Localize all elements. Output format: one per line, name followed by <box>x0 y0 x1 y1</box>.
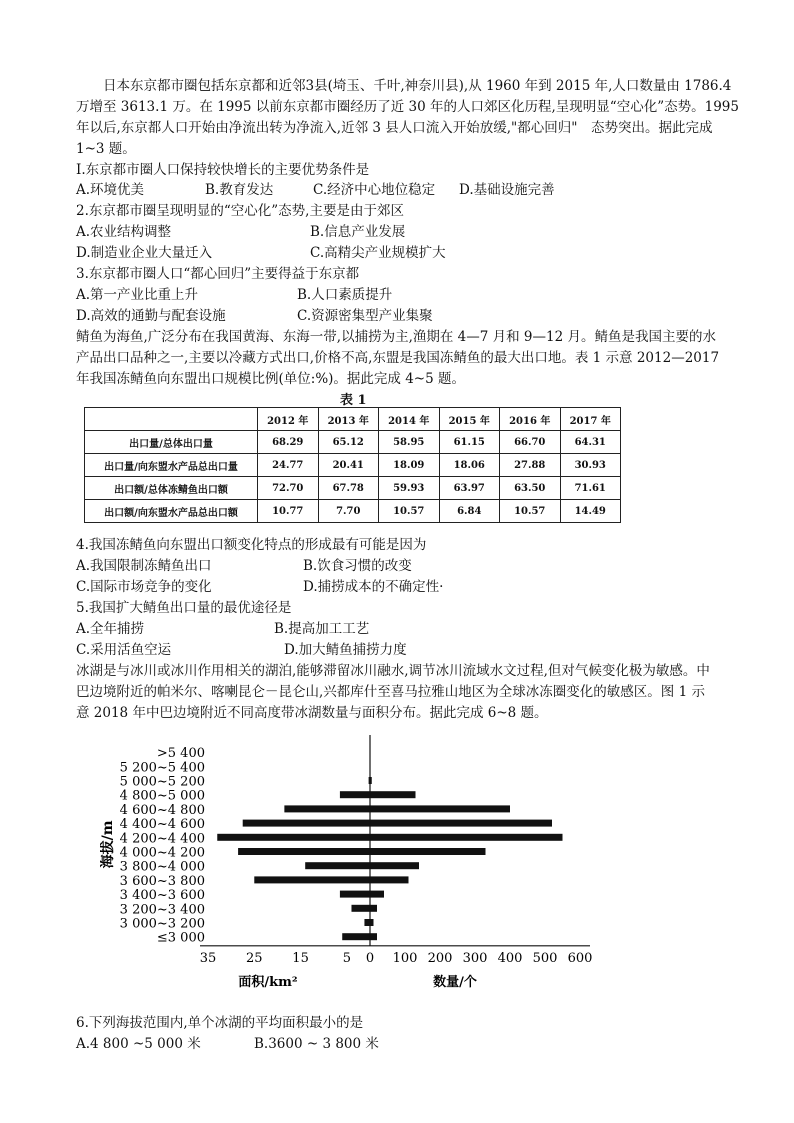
category-label: >5 400 <box>156 746 205 762</box>
right-tick-label: 100 <box>392 950 418 966</box>
count-bar <box>370 805 510 812</box>
question-5-option-b[interactable]: B.提高加工工艺 <box>274 621 370 637</box>
table-header-year: 2013 年 <box>318 408 379 431</box>
y-axis-label: 海拔/m <box>100 820 116 869</box>
category-label: 5 200~5 400 <box>119 760 205 776</box>
question-1-option-a[interactable]: A.环境优美 <box>76 182 145 198</box>
question-4-option-b[interactable]: B.饮食习惯的改变 <box>303 558 412 574</box>
question-5-stem: 5.我国扩大鲭鱼出口量的最优途径是 <box>76 600 292 616</box>
passage-1-line-4: 1~3 题。 <box>76 141 136 157</box>
table-cell: 72.70 <box>258 477 319 500</box>
passage-2-line-1: 鲭鱼为海鱼,广泛分布在我国黄海、东海一带,以捕捞为主,渔期在 4—7 月和 9—12 月。鲭鱼是我国主要的水 <box>76 329 716 345</box>
table-caption: 表 1 <box>340 393 367 408</box>
question-6-option-b[interactable]: B.3600 ~ 3 800 米 <box>254 1036 379 1052</box>
left-axis-title: 面积/km² <box>238 974 298 990</box>
category-label: 4 600~4 800 <box>119 802 205 818</box>
area-bar <box>342 933 370 940</box>
passage-2-line-2: 产品出口品种之一,主要以冷藏方式出口,价格不高,东盟是我国冻鲭鱼的最大出口地。表 1 示意 2012—2017 <box>76 350 720 366</box>
passage-1-line-1: 日本东京都市圈包括东京都和近邻3县(埼玉、千叶,神奈川县),从 1960 年到 2015 年,人口数量由 1786.4 <box>76 78 732 94</box>
question-2-option-c[interactable]: C.高精尖产业规模扩大 <box>310 245 446 261</box>
question-6-option-a[interactable]: A.4 800 ~5 000 米 <box>76 1036 201 1052</box>
table-row <box>85 500 621 523</box>
table-cell: 68.29 <box>258 431 319 454</box>
table-cell: 63.50 <box>500 477 561 500</box>
passage-1-line-2: 万增至 3613.1 万。在 1995 以前东京都市圈经历了近 30 年的人口郊区化历程,呈现明显“空心化”态势。1995 <box>76 99 739 115</box>
area-bar <box>217 834 370 841</box>
table-header-row <box>85 408 621 431</box>
count-bar <box>370 876 409 883</box>
question-2-stem: 2.东京都市圈呈现明显的“空心化”态势,主要是由于郊区 <box>76 203 404 219</box>
table-cell: 14.49 <box>560 500 621 523</box>
question-5-option-d[interactable]: D.加大鲭鱼捕捞力度 <box>284 642 407 658</box>
glacial-lake-chart <box>100 735 620 1005</box>
count-bar <box>370 848 486 855</box>
table-cell: 24.77 <box>258 454 319 477</box>
table-cell: 59.93 <box>379 477 440 500</box>
question-5-option-c[interactable]: C.采用活鱼空运 <box>76 642 172 658</box>
question-3-option-a[interactable]: A.第一产业比重上升 <box>76 287 199 303</box>
table-cell: 6.84 <box>439 500 500 523</box>
table-cell: 10.57 <box>379 500 440 523</box>
table-row <box>85 454 621 477</box>
category-label: 4 800~5 000 <box>119 788 205 804</box>
table-cell: 18.06 <box>439 454 500 477</box>
question-2-option-b[interactable]: B.信息产业发展 <box>310 224 406 240</box>
count-bar <box>370 891 384 898</box>
question-3-option-d[interactable]: D.高效的通勤与配套设施 <box>76 308 226 324</box>
table-header-year: 2014 年 <box>379 408 440 431</box>
category-label: ≤3 000 <box>156 930 205 946</box>
table-row-label: 出口量/总体出口量 <box>85 431 258 454</box>
passage-2-line-3: 年我国冻鲭鱼向东盟出口规模比例(单位:%)。据此完成 4~5 题。 <box>76 371 465 387</box>
question-4-stem: 4.我国冻鲭鱼向东盟出口额变化特点的形成最有可能是因为 <box>76 537 427 553</box>
count-bar <box>370 862 419 869</box>
category-label: 3 200~3 400 <box>119 902 205 918</box>
table-cell: 58.95 <box>379 431 440 454</box>
area-bar <box>364 919 370 926</box>
right-axis-title: 数量/个 <box>433 974 477 990</box>
table-cell: 64.31 <box>560 431 621 454</box>
question-1-stem: I.东京都市圈人口保持较快增长的主要优势条件是 <box>76 162 370 178</box>
table-cell: 20.41 <box>318 454 379 477</box>
table-cell: 18.09 <box>379 454 440 477</box>
table-cell: 61.15 <box>439 431 500 454</box>
table-cell: 63.97 <box>439 477 500 500</box>
table-header-year: 2012 年 <box>258 408 319 431</box>
passage-1-line-3: 年以后,东京都人口开始由净流出转为净流入,近邻 3 县人口流入开始放缓,"都心回归" 态势突出。据此完成 <box>76 120 713 136</box>
table-row <box>85 477 621 500</box>
question-4-option-a[interactable]: A.我国限制冻鲭鱼出口 <box>76 558 212 574</box>
export-table <box>84 407 621 523</box>
question-4-option-d[interactable]: D.捕捞成本的不确定性· <box>303 579 444 595</box>
question-5-option-a[interactable]: A.全年捕捞 <box>76 621 145 637</box>
table-row-label: 出口额/向东盟水产品总出口额 <box>85 500 258 523</box>
area-bar <box>340 791 370 798</box>
table-header-year: 2016 年 <box>500 408 561 431</box>
table-cell: 27.88 <box>500 454 561 477</box>
category-label: 4 200~4 400 <box>119 831 205 847</box>
table-cell: 10.57 <box>500 500 561 523</box>
left-tick-label: 0 <box>365 950 375 966</box>
right-tick-label: 300 <box>462 950 488 966</box>
question-1-option-d[interactable]: D.基础设施完善 <box>459 182 555 198</box>
area-bar <box>305 862 370 869</box>
area-bar <box>340 891 370 898</box>
question-2-option-a[interactable]: A.农业结构调整 <box>76 224 172 240</box>
table-cell: 71.61 <box>560 477 621 500</box>
table-cell: 65.12 <box>318 431 379 454</box>
category-label: 3 600~3 800 <box>119 873 205 889</box>
right-tick-label: 600 <box>567 950 593 966</box>
left-tick-label: 15 <box>292 950 309 966</box>
question-6-stem: 6.下列海拔范围内,单个冰湖的平均面积最小的是 <box>76 1015 364 1031</box>
question-1-option-b[interactable]: B.教育发达 <box>205 182 274 198</box>
question-4-option-c[interactable]: C.国际市场竞争的变化 <box>76 579 212 595</box>
count-bar <box>370 933 377 940</box>
question-3-option-c[interactable]: C.资源密集型产业集聚 <box>297 308 433 324</box>
table-corner-cell <box>85 408 258 431</box>
left-tick-label: 25 <box>246 950 263 966</box>
right-tick-label: 200 <box>427 950 453 966</box>
table-cell: 66.70 <box>500 431 561 454</box>
area-bar <box>351 905 370 912</box>
passage-3-line-1: 冰湖是与冰川或冰川作用相关的湖泊,能够滞留冰川融水,调节冰川流域水文过程,但对气候变化极为敏感。中 <box>76 663 710 679</box>
table-cell: 30.93 <box>560 454 621 477</box>
category-label: 4 000~4 200 <box>119 845 205 861</box>
category-label: 5 000~5 200 <box>119 774 205 790</box>
question-2-option-d[interactable]: D.制造业企业大量迁入 <box>76 245 213 261</box>
table-cell: 10.77 <box>258 500 319 523</box>
passage-3-line-2: 巴边境附近的帕米尔、喀喇昆仑－昆仑山,兴都库什至喜马拉雅山地区为全球冰冻圈变化的敏感区。图 1 示 <box>76 684 705 700</box>
table-row-label: 出口额/总体冻鲭鱼出口额 <box>85 477 258 500</box>
area-bar <box>254 876 370 883</box>
count-bar <box>370 834 563 841</box>
category-label: 3 800~4 000 <box>119 859 205 875</box>
area-bar <box>243 820 370 827</box>
count-bar <box>370 820 552 827</box>
passage-3-line-3: 意 2018 年中巴边境附近不同高度带冰湖数量与面积分布。据此完成 6~8 题。 <box>76 705 548 721</box>
table-header-year: 2017 年 <box>560 408 621 431</box>
left-tick-label: 35 <box>199 950 217 966</box>
question-3-stem: 3.东京都市圈人口“都心回归”主要得益于东京都 <box>76 266 360 282</box>
count-bar <box>370 905 377 912</box>
table-header-year: 2015 年 <box>439 408 500 431</box>
right-tick-label: 400 <box>497 950 523 966</box>
left-tick-label: 5 <box>342 950 351 966</box>
table-row-label: 出口量/向东盟水产品总出口量 <box>85 454 258 477</box>
question-3-option-b[interactable]: B.人口素质提升 <box>297 287 393 303</box>
area-bar <box>284 805 370 812</box>
right-tick-label: 500 <box>532 950 558 966</box>
table-cell: 7.70 <box>318 500 379 523</box>
table-row <box>85 431 621 454</box>
category-label: 4 400~4 600 <box>119 817 205 833</box>
count-bar <box>370 791 416 798</box>
category-label: 3 000~3 200 <box>119 916 205 932</box>
area-bar <box>238 848 370 855</box>
question-1-option-c[interactable]: C.经济中心地位稳定 <box>313 182 436 198</box>
table-cell: 67.78 <box>318 477 379 500</box>
category-label: 3 400~3 600 <box>119 888 205 904</box>
